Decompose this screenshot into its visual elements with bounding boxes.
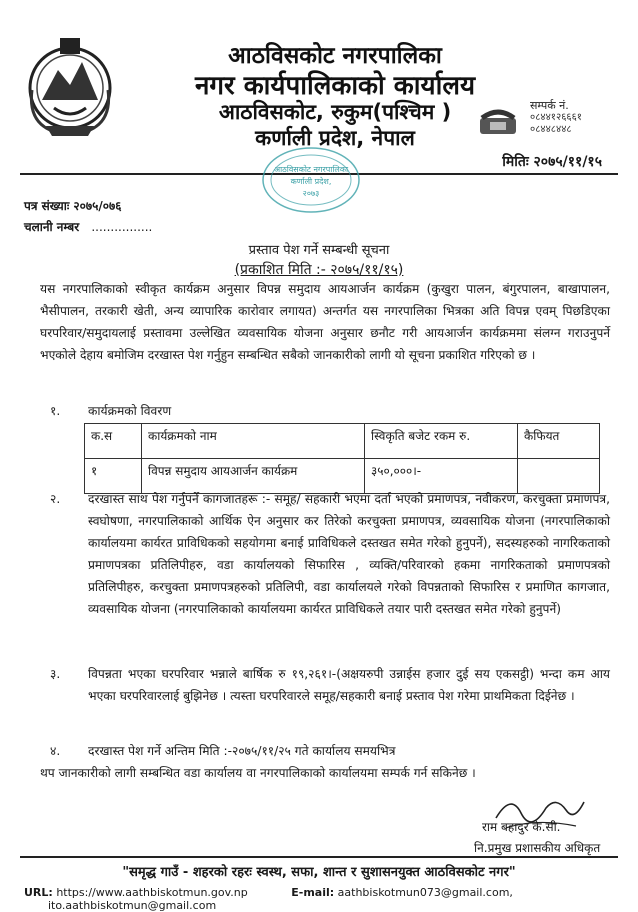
closing-line: थप जानकारीको लागी सम्बन्धित वडा कार्यालय वा नगरपालिकाको कार्यालयमा सम्पर्क गर्न सकिनेछ ।: [40, 766, 476, 780]
table-cell: ३५०,०००।-: [365, 459, 518, 494]
dispatch-dots: ................: [91, 220, 153, 234]
table-header-cell: क.स: [85, 424, 142, 459]
item-4-number: ४.: [50, 744, 61, 758]
item-1-number: १.: [50, 404, 61, 418]
item-3-text: विपन्नता भएका घरपरिवार भन्नाले बार्षिक रु १९,२६१।-(अक्षयरुपी उन्नाईस हजार दुई सय एकसट्ठी) भन्दा कम आय भएका घरपरिवारलाई बुझिनेछ । त्यस्ता घरपरिवारले समूह/सहकारी बनाई प्रस्ताव पेश गरेमा प्राथमिकता दिईनेछ ।: [88, 667, 610, 703]
contact-block: [530, 100, 582, 136]
item-4-text: दरखास्त पेश गर्ने अन्तिम मिति :-२०७५/११/२५ गते कार्यालय समयभित्र: [88, 744, 396, 758]
contact-number-2: ०८४४८४४८: [530, 124, 572, 135]
item-3-number: ३.: [50, 667, 61, 681]
email-label: E-mail:: [291, 886, 335, 899]
item-3: [50, 663, 610, 707]
table-cell: १: [85, 459, 142, 494]
dispatch-label: चलानी नम्बर: [24, 220, 80, 234]
item-4: [50, 740, 610, 762]
intro-paragraph: यस नगरपालिकाको स्वीकृत कार्यक्रम अनुसार विपन्न समुदाय आयआर्जन कार्यक्रम (कुखुरा पालन, बंगुरपालन, बाखापालन, भैसीपालन, तरकारी खेती, अन्य व्यापारिक कारोवार लगायत) अन्तर्गत यस नगरपालिका भित्रका अति विपन्न एवम् पिछडिएका घरपरिवार/समुदायलाई प्रस्तावमा उल्लेखित व्यवसायिक योजना अनुसार छनौट गरी आयआर्जन कार्यक्रममा संलग्न गराउनुपर्ने भएकोले देहाय बमोजिम दरखास्त पेश गर्नुहुन सम्बन्धित सबैको जानकारीको लागी यो सूचना प्रकाशित गरिएको छ ।: [40, 282, 610, 362]
item-1: [50, 400, 610, 422]
item-2: [50, 488, 610, 620]
stamp-line-2: कर्णाली प्रदेश,: [290, 177, 332, 186]
office-stamp: [256, 140, 366, 220]
notice-subject: प्रस्ताव पेश गर्ने सम्बन्धी सूचना: [248, 243, 390, 258]
nepal-emblem-icon: [24, 30, 116, 142]
table-header-cell: कार्यक्रमको नाम: [142, 424, 365, 459]
table-header-cell: स्विकृति बजेट रकम रु.: [365, 424, 518, 459]
letter-date: मितिः २०७५/११/१५: [502, 154, 602, 170]
url-label: URL:: [24, 886, 53, 899]
table-header-cell: कैफियत: [518, 424, 600, 459]
published-date-text: (प्रकाशित मिति :- २०७५/११/१५): [234, 262, 404, 278]
stamp-line-3: २०७३: [302, 189, 320, 198]
program-table: [84, 423, 600, 494]
footer-rule: [20, 856, 618, 858]
contact-number-1: ०८४४१२६६६१: [530, 112, 582, 123]
contact-label: सम्पर्क नं.: [530, 99, 569, 112]
stamp-line-1: आठविसकोट नगरपालिका: [273, 165, 349, 174]
table-cell: विपन्न समुदाय आयआर्जन कार्यक्रम: [142, 459, 365, 494]
email-link-1[interactable]: aathbiskotmun073@gmail.com,: [337, 886, 513, 899]
province-line: कर्णाली प्रदेश, नेपाल: [255, 126, 415, 150]
item-1-text: कार्यक्रमको विवरण: [88, 404, 172, 418]
footer: [24, 886, 614, 912]
website-link[interactable]: https://www.aathbiskotmun.gov.np: [56, 886, 248, 899]
email-link-2[interactable]: ito.aathbiskotmun@gmail.com: [48, 899, 217, 912]
slogan: "समृद्ध गाउँ - शहरको रहरः स्वस्थ, सफा, शान्त र सुशासनयुक्त आठविसकोट नगर": [122, 865, 516, 880]
item-2-text: दरखास्त साथ पेश गर्नुपर्ने कागजातहरू :- समूह/ सहकारी भएमा दर्ता भएको प्रमाणपत्र, नवीकरण, करचुक्ता प्रमाणपत्र, स्वघोषणा, नगरपालिकाको आर्थिक ऐन अनुसार कर तिरेको करचुक्ता प्रमाणपत्र, व्यवसायिक योजना (नगरपालिकाको कार्यालयमा कार्यरत प्राविधिकको सहयोगमा बनाई प्राविधिकले दस्तखत समेत गरेको हुनुपर्ने), सदस्यहरुको नागरिकताको प्रमाणपत्रका प्रतिलिपीहरु, वडा कार्यालयको सिफारिस , व्यक्ति/परिवारको हकमा नागरिकताको प्रमाणपत्रको प्रतिलिपीहरु, करचुक्ता प्रमाणपत्रहरुको प्रतिलिपी, वडा कार्यालयले गरेको विपन्नताको सिफारिस र प्रमाणित कागजात, व्यवसायिक योजना (नगरपालिकाको कार्यालयमा कार्यरत प्राविधिकले तयार पारी दस्तखत समेत गरेको हुनुपर्ने): [88, 492, 610, 616]
table-header-row: [85, 424, 600, 459]
municipality-name: आठविसकोट नगरपालिका: [228, 43, 442, 69]
reference-number: पत्र संख्याः २०७५/०७६: [24, 199, 122, 213]
signatory-title: नि.प्रमुख प्रशासकीय अधिकृत: [474, 841, 601, 855]
telephone-icon: [478, 108, 518, 136]
item-2-number: २.: [50, 492, 61, 506]
published-date: [0, 260, 638, 279]
dispatch-number: [24, 218, 152, 235]
office-name: नगर कार्यपालिकाको कार्यालय: [194, 71, 476, 101]
address-line: आठविसकोट, रुकुम(पश्चिम ): [218, 100, 452, 124]
signatory-name: राम बहादुर के.सी.: [482, 820, 561, 834]
